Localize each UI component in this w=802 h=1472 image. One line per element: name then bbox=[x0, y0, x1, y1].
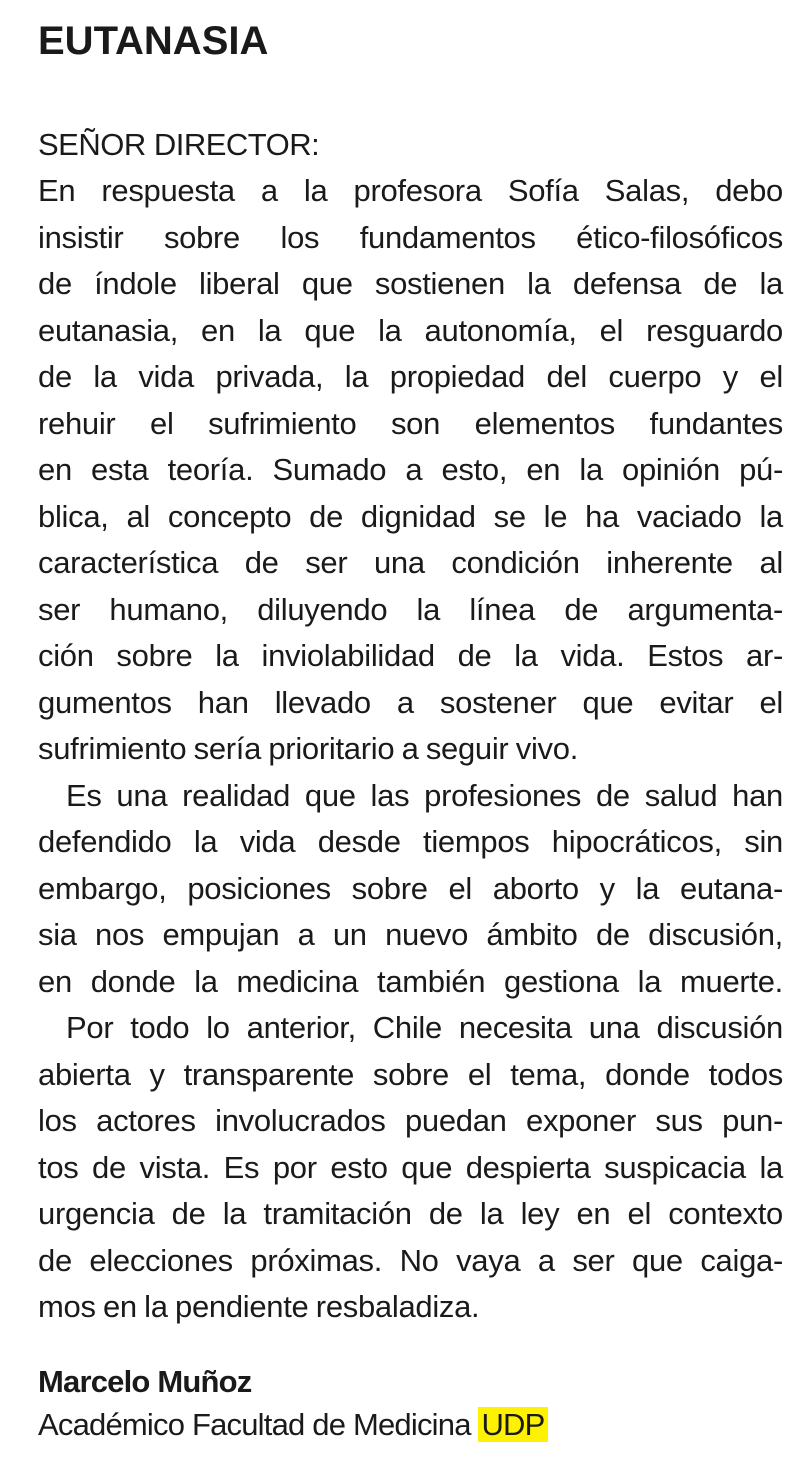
body-line: sufrimiento sería prioritario a seguir vivo. bbox=[38, 731, 579, 766]
body-line: característica de ser una condición inherente al bbox=[38, 545, 783, 580]
body-line: embargo, posiciones sobre el aborto y la eutana- bbox=[38, 870, 783, 906]
body-line: gumentos han llevado a sostener que evitar el bbox=[38, 684, 783, 720]
body-line: defendido la vida desde tiempos hipocráticos, sin bbox=[38, 824, 783, 859]
letter-title: EUTANASIA bbox=[38, 19, 269, 63]
body-line: eutanasia, en la que la autonomía, el resguardo bbox=[38, 312, 783, 348]
author-name: Marcelo Muñoz bbox=[38, 1364, 252, 1399]
body-line: de índole liberal que sostienen la defensa de la bbox=[38, 266, 783, 301]
body-line: los actores involucrados puedan exponer sus pun- bbox=[38, 1103, 783, 1138]
body-line: de elecciones próximas. No vaya a ser que caiga- bbox=[38, 1242, 783, 1278]
body-line: tos de vista. Es por esto que despierta suspicacia la bbox=[38, 1149, 783, 1185]
body-line: de la vida privada, la propiedad del cuerpo y el bbox=[38, 359, 783, 394]
affiliation-text: Académico Facultad de Medicina bbox=[38, 1407, 479, 1442]
body-line: mos en la pendiente resbaladiza. bbox=[38, 1289, 480, 1324]
letter-body bbox=[38, 168, 783, 1331]
body-line: Por todo lo anterior, Chile necesita una discusión bbox=[66, 1010, 783, 1045]
body-line: En respuesta a la profesora Sofía Salas, debo bbox=[38, 173, 783, 208]
body-line: abierta y transparente sobre el tema, donde todos bbox=[38, 1056, 783, 1092]
body-line: rehuir el sufrimiento son elementos fundantes bbox=[38, 405, 783, 441]
body-line: ser humano, diluyendo la línea de argumenta- bbox=[38, 591, 783, 627]
body-line: urgencia de la tramitación de la ley en el contexto bbox=[38, 1196, 783, 1231]
body-line: ción sobre la inviolabilidad de la vida. Estos ar- bbox=[38, 638, 783, 673]
body-line: blica, al concepto de dignidad se le ha vaciado la bbox=[38, 498, 783, 534]
body-line: Es una realidad que las profesiones de salud han bbox=[66, 777, 783, 813]
body-line: en donde la medicina también gestiona la muerte. bbox=[38, 963, 783, 999]
highlighted-university: UDP bbox=[478, 1407, 547, 1442]
body-line: insistir sobre los fundamentos ético-filosóficos bbox=[38, 219, 783, 255]
salutation: SEÑOR DIRECTOR: bbox=[38, 127, 320, 162]
body-line: sia nos empujan a un nuevo ámbito de discusión, bbox=[38, 917, 783, 952]
body-line: en esta teoría. Sumado a esto, en la opinión pú- bbox=[38, 452, 783, 487]
author-affiliation bbox=[38, 1405, 548, 1445]
